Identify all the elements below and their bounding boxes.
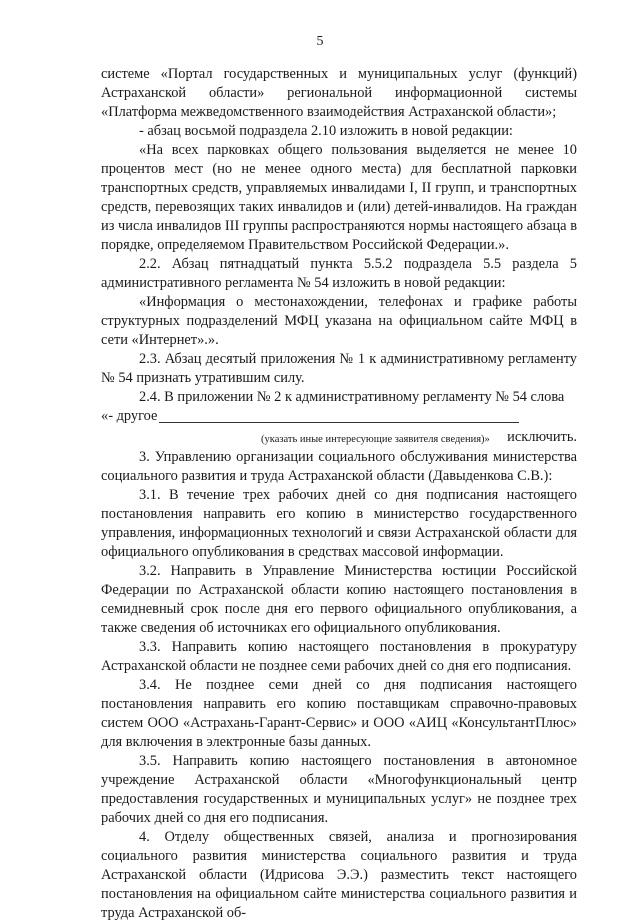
paragraph-4: 4. Отделу общественных связей, анализа и прогнозирования социального развития министерства социального развития и труда Астраханской области (Идрисова Э.Э.) разместить текст настоящего постановления на официальном сайте министерства социального развития и труда Астраханской об- <box>101 829 577 921</box>
paragraph-3-2: 3.2. Направить в Управление Министерства юстиции Российской Федерации по Астраханской области копию настоящего постановления в семидневный срок после дня его первого официального опубликования, а также сведения об источниках его официального опубликования. <box>101 563 577 636</box>
paragraph-amendment-intro: - абзац восьмой подраздела 2.10 изложить в новой редакции: <box>139 123 513 139</box>
paragraph-3-3: 3.3. Направить копию настоящего постановления в прокуратуру Астраханской области не позднее семи рабочих дней со дня его подписания. <box>101 639 577 674</box>
document-body <box>101 65 577 923</box>
page-number: 5 <box>316 34 324 49</box>
paragraph-parking-quote: «На всех парковках общего пользования выделяется не менее 10 процентов мест (но не менее одного места) для бесплатной парковки транспортных средств, управляемых инвалидами I, II групп, и транспортных средств, перевозящих таких инвалидов и (или) детей-инвалидов. На граждан из числа инвалидов III группы распространяются нормы настоящего абзаца в порядке, определяемом Правительством Российской Федерации.». <box>101 142 577 253</box>
blank-underline <box>159 422 519 423</box>
paragraph-continuation: системе «Портал государственных и муниципальных услуг (функций) Астраханской области» региональной информационной системы «Платформа межведомственного взаимодействия Астраханской области»; <box>101 66 577 120</box>
paragraph-mfc-quote: «Информация о местонахождении, телефонах и графике работы структурных подразделений МФЦ указана на официальном сайте МФЦ в сети «Интернет».». <box>101 294 577 348</box>
paragraph-3: 3. Управлению организации социального обслуживания министерства социального развития и труда Астраханской области (Давыденкова С.В.): <box>101 449 577 484</box>
paragraph-3-1: 3.1. В течение трех рабочих дней со дня подписания настоящего постановления направить его копию в министерство государственного управления, информационных технологий и связи Астраханской области для официального опубликования в средствах массовой информации. <box>101 487 577 560</box>
form-blank-row <box>101 407 577 426</box>
paragraph-2-4: 2.4. В приложении № 2 к административному регламенту № 54 слова <box>139 389 565 405</box>
blank-tail-text: исключить. <box>507 429 577 445</box>
blank-caption: (указать иные интересующие заявителя сведения)» <box>261 434 490 445</box>
blank-caption-row <box>101 426 577 448</box>
blank-row-label: «- другое <box>101 408 158 424</box>
paragraph-3-4: 3.4. Не позднее семи дней со дня подписания настоящего постановления направить его копию поставщикам справочно-правовых систем ООО «Астрахань-Гарант-Сервис» и ООО «АИЦ «КонсультантПлюс» для включения в электронные базы данных. <box>101 677 577 750</box>
paragraph-2-3: 2.3. Абзац десятый приложения № 1 к административному регламенту № 54 признать утратившим силу. <box>101 351 577 386</box>
paragraph-2-2: 2.2. Абзац пятнадцатый пункта 5.5.2 подраздела 5.5 раздела 5 административного регламента № 54 изложить в новой редакции: <box>101 256 577 291</box>
paragraph-3-5: 3.5. Направить копию настоящего постановления в автономное учреждение Астраханской области «Многофункциональный центр предоставления государственных и муниципальных услуг» не позднее трех рабочих дней со дня его подписания. <box>101 753 577 826</box>
